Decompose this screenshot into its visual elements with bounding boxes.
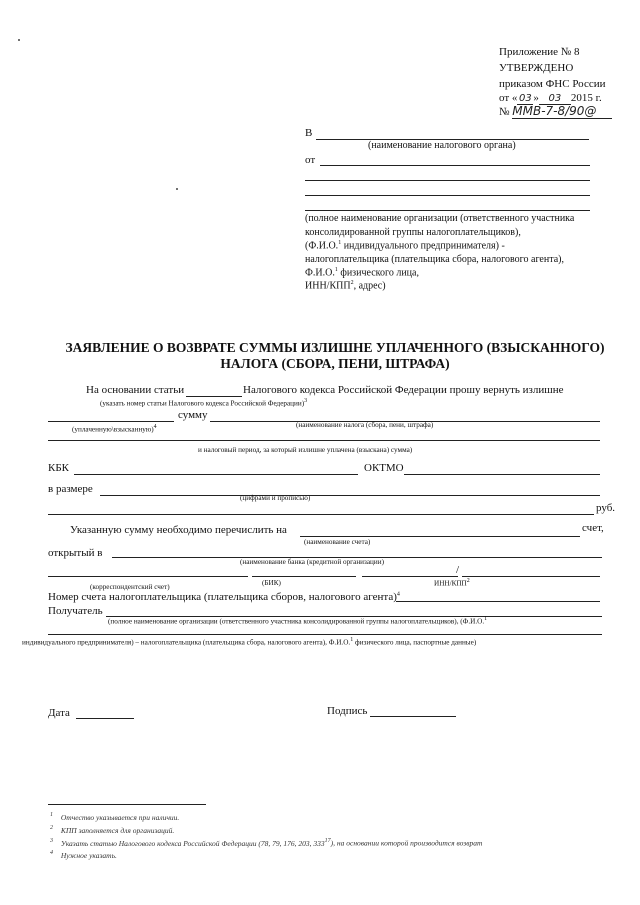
- tax-period-field[interactable]: [48, 440, 600, 441]
- amount-field-2[interactable]: [48, 514, 594, 515]
- oktmo-label: ОКТМО: [364, 462, 404, 474]
- bik-caption: (БИК): [262, 579, 281, 587]
- from-label: от: [305, 154, 316, 166]
- from-caption-5: Ф.И.О.$^1$ физического лица,: [305, 267, 419, 279]
- from-field-4[interactable]: [305, 210, 590, 211]
- handwritten-day: 03: [519, 93, 532, 104]
- kbk-field[interactable]: [74, 474, 358, 475]
- transfer-text: Указанную сумму необходимо перечислить на: [70, 524, 287, 536]
- form-title-line-1: ЗАЯВЛЕНИЕ О ВОЗВРАТЕ СУММЫ ИЗЛИШНЕ УПЛАЧЕННОГО (ВЗЫСКАННОГО): [65, 340, 605, 355]
- handwritten-number: ММВ-7-8/90@: [512, 104, 612, 119]
- paid-caption: (уплаченную\взысканную)$^4$: [72, 424, 157, 434]
- date-field[interactable]: [76, 718, 134, 719]
- kpp-field[interactable]: [462, 576, 600, 577]
- bank-caption: (наименование банка (кредитной организации): [240, 558, 384, 566]
- paid-field[interactable]: [48, 421, 174, 422]
- sum-label: сумму: [178, 409, 208, 421]
- from-field-2[interactable]: [305, 180, 590, 181]
- recipient-label: Получатель: [48, 605, 103, 617]
- date-label: Дата: [48, 707, 70, 719]
- inn-caption: ИНН/КПП$^2$: [434, 578, 470, 588]
- footnote-3: $^3$ Указать статью Налогового кодекса Российской Федерации (78, 79, 176, 203, $333^{17}$), на основании которой производится возврат: [50, 838, 483, 848]
- recipient-caption-1: (полное наименование организации (ответственного участника консолидированной группы налогоплательщиков), (Ф.И.О.$^1$: [108, 616, 488, 626]
- article-number-field[interactable]: [186, 396, 242, 397]
- recipient-caption-2: индивидуального предпринимателя) – налогоплательщика (плательщика сбора, налогового агента), Ф.И.О.$^1$ физического лица, паспортные данные): [22, 637, 477, 647]
- order-label: приказом ФНС России: [499, 78, 606, 90]
- from-caption-6: ИНН/КПП$^2$, адрес): [305, 280, 386, 292]
- bik-field[interactable]: [252, 576, 356, 577]
- account-caption: (наименование счета): [304, 538, 371, 546]
- footnote-2: $^2$ КПП заполняется для организаций.: [50, 825, 175, 835]
- signature-label: Подпись: [327, 705, 368, 717]
- recipient-field-2[interactable]: [48, 634, 602, 635]
- from-caption-2: консолидированной группы налогоплательщиков),: [305, 227, 521, 238]
- tax-caption: (наименование налога (сбора, пени, штрафа): [296, 421, 434, 429]
- account-number-field[interactable]: [396, 601, 600, 602]
- footnote-4: $^4$ Нужное указать.: [50, 850, 117, 860]
- inn-field[interactable]: [362, 576, 458, 577]
- to-label: В: [305, 127, 313, 139]
- order-number: № ММВ-7-8/90@: [499, 104, 612, 119]
- opened-in-label: открытый в: [48, 547, 103, 559]
- scan-speck: [176, 188, 178, 190]
- oktmo-field[interactable]: [404, 474, 600, 475]
- corr-account-field[interactable]: [48, 576, 248, 577]
- inn-slash: /: [456, 564, 460, 576]
- account-type-field[interactable]: [300, 536, 580, 537]
- order-date: от « 03 » 03 2015 г.: [499, 92, 602, 104]
- rub-label: руб.: [596, 502, 616, 514]
- appendix-number: Приложение № 8: [499, 46, 580, 58]
- from-caption-4: налогоплательщика (плательщика сбора, налогового агента),: [305, 254, 564, 265]
- account-suffix: счет,: [582, 522, 604, 534]
- approved-label: УТВЕРЖДЕНО: [499, 62, 574, 74]
- from-caption-3: (Ф.И.О.$^1$ индивидуального предпринимателя) -: [305, 240, 505, 252]
- footnote-divider: [48, 804, 206, 805]
- form-title: [40, 340, 630, 372]
- article-caption: (указать номер статьи Налогового кодекса Российской Федерации)$^3$: [100, 398, 308, 408]
- account-number-label: Номер счета налогоплательщика (плательщика сборов, налогового агента)$^4$: [48, 591, 400, 603]
- amount-field-1[interactable]: [100, 495, 600, 496]
- amount-caption: (цифрами и прописью): [240, 494, 311, 502]
- scan-speck: [18, 39, 20, 41]
- from-caption-1: (полное наименование организации (ответственного участника: [305, 213, 575, 224]
- amount-label: в размере: [48, 483, 93, 495]
- basis-text: На основании статьи: [86, 384, 185, 396]
- tax-org-caption: (наименование налогового органа): [368, 140, 516, 151]
- kbk-label: КБК: [48, 462, 69, 474]
- signature-field[interactable]: [370, 716, 456, 717]
- form-title-line-2: НАЛОГА (СБОРА, ПЕНИ, ШТРАФА): [220, 356, 450, 371]
- from-field-1[interactable]: [320, 165, 590, 166]
- period-caption: и налоговый период, за который излишне уплачена (взыскана) сумма): [198, 446, 413, 454]
- footnote-1: $^1$ Отчество указывается при наличии.: [50, 812, 180, 822]
- corr-caption: (корреспондентский счет): [90, 583, 170, 591]
- handwritten-month: 03: [539, 93, 571, 105]
- from-field-3[interactable]: [305, 195, 590, 196]
- basis-text-2: Налогового кодекса Российской Федерации прошу вернуть излишне: [243, 384, 564, 396]
